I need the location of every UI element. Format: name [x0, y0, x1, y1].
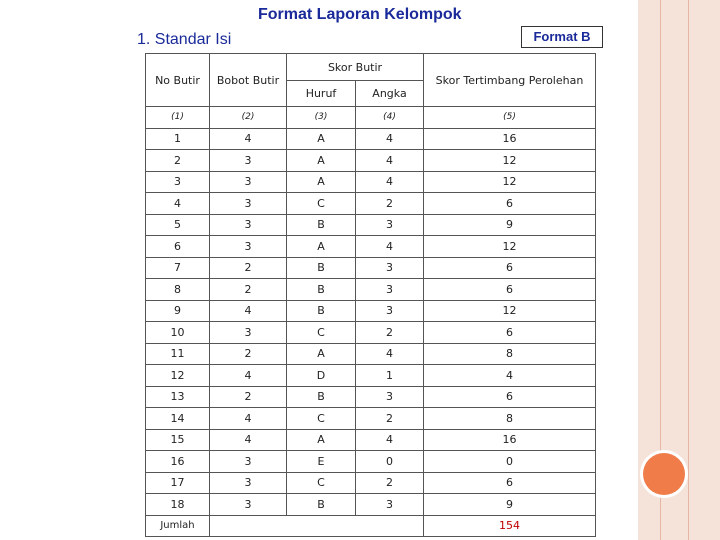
- cell-no-butir: 2: [146, 150, 210, 172]
- table-row: [146, 236, 596, 258]
- table-row: [146, 451, 596, 473]
- cell-no-butir: 13: [146, 386, 210, 408]
- cell-huruf: C: [287, 408, 356, 430]
- cell-bobot-butir: 3: [210, 193, 287, 215]
- column-number: (4): [356, 107, 424, 129]
- cell-angka: 3: [356, 494, 424, 516]
- header-row: [146, 54, 596, 81]
- table-row: [146, 171, 596, 193]
- cell-angka: 3: [356, 300, 424, 322]
- column-number-row: [146, 107, 596, 129]
- cell-no-butir: 8: [146, 279, 210, 301]
- cell-bobot-butir: 2: [210, 257, 287, 279]
- cell-angka: 3: [356, 257, 424, 279]
- cell-huruf: A: [287, 171, 356, 193]
- cell-skor-tertimbang: 6: [424, 472, 596, 494]
- table-row: [146, 429, 596, 451]
- total-row: [146, 515, 596, 537]
- cell-huruf: E: [287, 451, 356, 473]
- decorative-line: [688, 0, 689, 540]
- cell-angka: 4: [356, 429, 424, 451]
- column-number: (1): [146, 107, 210, 129]
- decorative-circle: [643, 453, 685, 495]
- cell-huruf: C: [287, 472, 356, 494]
- cell-skor-tertimbang: 6: [424, 386, 596, 408]
- format-label-box: Format B: [521, 26, 603, 48]
- table-row: [146, 408, 596, 430]
- cell-angka: 2: [356, 193, 424, 215]
- cell-huruf: A: [287, 343, 356, 365]
- cell-huruf: A: [287, 236, 356, 258]
- table-row: [146, 386, 596, 408]
- cell-angka: 2: [356, 472, 424, 494]
- cell-skor-tertimbang: 8: [424, 343, 596, 365]
- cell-no-butir: 14: [146, 408, 210, 430]
- header-skor-tertimbang: Skor Tertimbang Perolehan: [424, 54, 596, 107]
- cell-bobot-butir: 3: [210, 171, 287, 193]
- table-row: [146, 343, 596, 365]
- cell-skor-tertimbang: 12: [424, 300, 596, 322]
- header-no-butir: No Butir: [146, 54, 210, 107]
- cell-skor-tertimbang: 6: [424, 279, 596, 301]
- table-row: [146, 257, 596, 279]
- total-blank-cell: [210, 515, 424, 537]
- cell-skor-tertimbang: 12: [424, 171, 596, 193]
- cell-huruf: A: [287, 128, 356, 150]
- cell-skor-tertimbang: 9: [424, 494, 596, 516]
- cell-huruf: B: [287, 300, 356, 322]
- table-row: [146, 300, 596, 322]
- cell-no-butir: 9: [146, 300, 210, 322]
- cell-bobot-butir: 2: [210, 279, 287, 301]
- table-row: [146, 214, 596, 236]
- header-bobot-butir: Bobot Butir: [210, 54, 287, 107]
- cell-angka: 2: [356, 322, 424, 344]
- cell-skor-tertimbang: 9: [424, 214, 596, 236]
- section-title: 1. Standar Isi: [137, 31, 232, 48]
- table-row: [146, 494, 596, 516]
- cell-no-butir: 18: [146, 494, 210, 516]
- page-title: Format Laporan Kelompok: [258, 6, 462, 23]
- cell-skor-tertimbang: 16: [424, 429, 596, 451]
- cell-angka: 4: [356, 128, 424, 150]
- table-row: [146, 193, 596, 215]
- cell-no-butir: 16: [146, 451, 210, 473]
- cell-huruf: C: [287, 322, 356, 344]
- cell-huruf: A: [287, 429, 356, 451]
- cell-no-butir: 4: [146, 193, 210, 215]
- table-row: [146, 322, 596, 344]
- cell-no-butir: 15: [146, 429, 210, 451]
- header-skor-butir: Skor Butir: [287, 54, 424, 81]
- cell-bobot-butir: 2: [210, 386, 287, 408]
- cell-huruf: D: [287, 365, 356, 387]
- cell-bobot-butir: 4: [210, 365, 287, 387]
- cell-no-butir: 3: [146, 171, 210, 193]
- cell-skor-tertimbang: 0: [424, 451, 596, 473]
- cell-angka: 2: [356, 408, 424, 430]
- cell-bobot-butir: 3: [210, 214, 287, 236]
- cell-no-butir: 6: [146, 236, 210, 258]
- cell-no-butir: 11: [146, 343, 210, 365]
- cell-no-butir: 7: [146, 257, 210, 279]
- cell-bobot-butir: 3: [210, 494, 287, 516]
- cell-angka: 4: [356, 236, 424, 258]
- cell-no-butir: 12: [146, 365, 210, 387]
- table-row: [146, 150, 596, 172]
- cell-skor-tertimbang: 12: [424, 150, 596, 172]
- cell-huruf: B: [287, 214, 356, 236]
- cell-skor-tertimbang: 6: [424, 257, 596, 279]
- cell-huruf: B: [287, 494, 356, 516]
- cell-huruf: B: [287, 386, 356, 408]
- cell-bobot-butir: 3: [210, 236, 287, 258]
- cell-bobot-butir: 3: [210, 150, 287, 172]
- cell-no-butir: 1: [146, 128, 210, 150]
- cell-huruf: B: [287, 257, 356, 279]
- cell-huruf: B: [287, 279, 356, 301]
- cell-bobot-butir: 3: [210, 472, 287, 494]
- table-row: [146, 128, 596, 150]
- cell-skor-tertimbang: 6: [424, 322, 596, 344]
- cell-skor-tertimbang: 16: [424, 128, 596, 150]
- cell-angka: 0: [356, 451, 424, 473]
- column-number: (5): [424, 107, 596, 129]
- cell-huruf: A: [287, 150, 356, 172]
- cell-no-butir: 17: [146, 472, 210, 494]
- header-angka: Angka: [356, 81, 424, 107]
- cell-angka: 1: [356, 365, 424, 387]
- header-huruf: Huruf: [287, 81, 356, 107]
- cell-skor-tertimbang: 6: [424, 193, 596, 215]
- total-label: Jumlah: [146, 515, 210, 537]
- column-number: (3): [287, 107, 356, 129]
- cell-skor-tertimbang: 12: [424, 236, 596, 258]
- cell-angka: 3: [356, 214, 424, 236]
- table-row: [146, 472, 596, 494]
- cell-angka: 4: [356, 343, 424, 365]
- cell-skor-tertimbang: 8: [424, 408, 596, 430]
- cell-bobot-butir: 2: [210, 343, 287, 365]
- cell-no-butir: 10: [146, 322, 210, 344]
- cell-bobot-butir: 3: [210, 322, 287, 344]
- cell-angka: 4: [356, 150, 424, 172]
- cell-angka: 3: [356, 279, 424, 301]
- cell-bobot-butir: 4: [210, 128, 287, 150]
- cell-no-butir: 5: [146, 214, 210, 236]
- cell-skor-tertimbang: 4: [424, 365, 596, 387]
- cell-bobot-butir: 3: [210, 451, 287, 473]
- cell-bobot-butir: 4: [210, 408, 287, 430]
- total-value: 154: [424, 515, 596, 537]
- cell-angka: 3: [356, 386, 424, 408]
- table-row: [146, 279, 596, 301]
- score-table: [145, 53, 596, 537]
- cell-bobot-butir: 4: [210, 300, 287, 322]
- cell-angka: 4: [356, 171, 424, 193]
- column-number: (2): [210, 107, 287, 129]
- table-row: [146, 365, 596, 387]
- cell-huruf: C: [287, 193, 356, 215]
- cell-bobot-butir: 4: [210, 429, 287, 451]
